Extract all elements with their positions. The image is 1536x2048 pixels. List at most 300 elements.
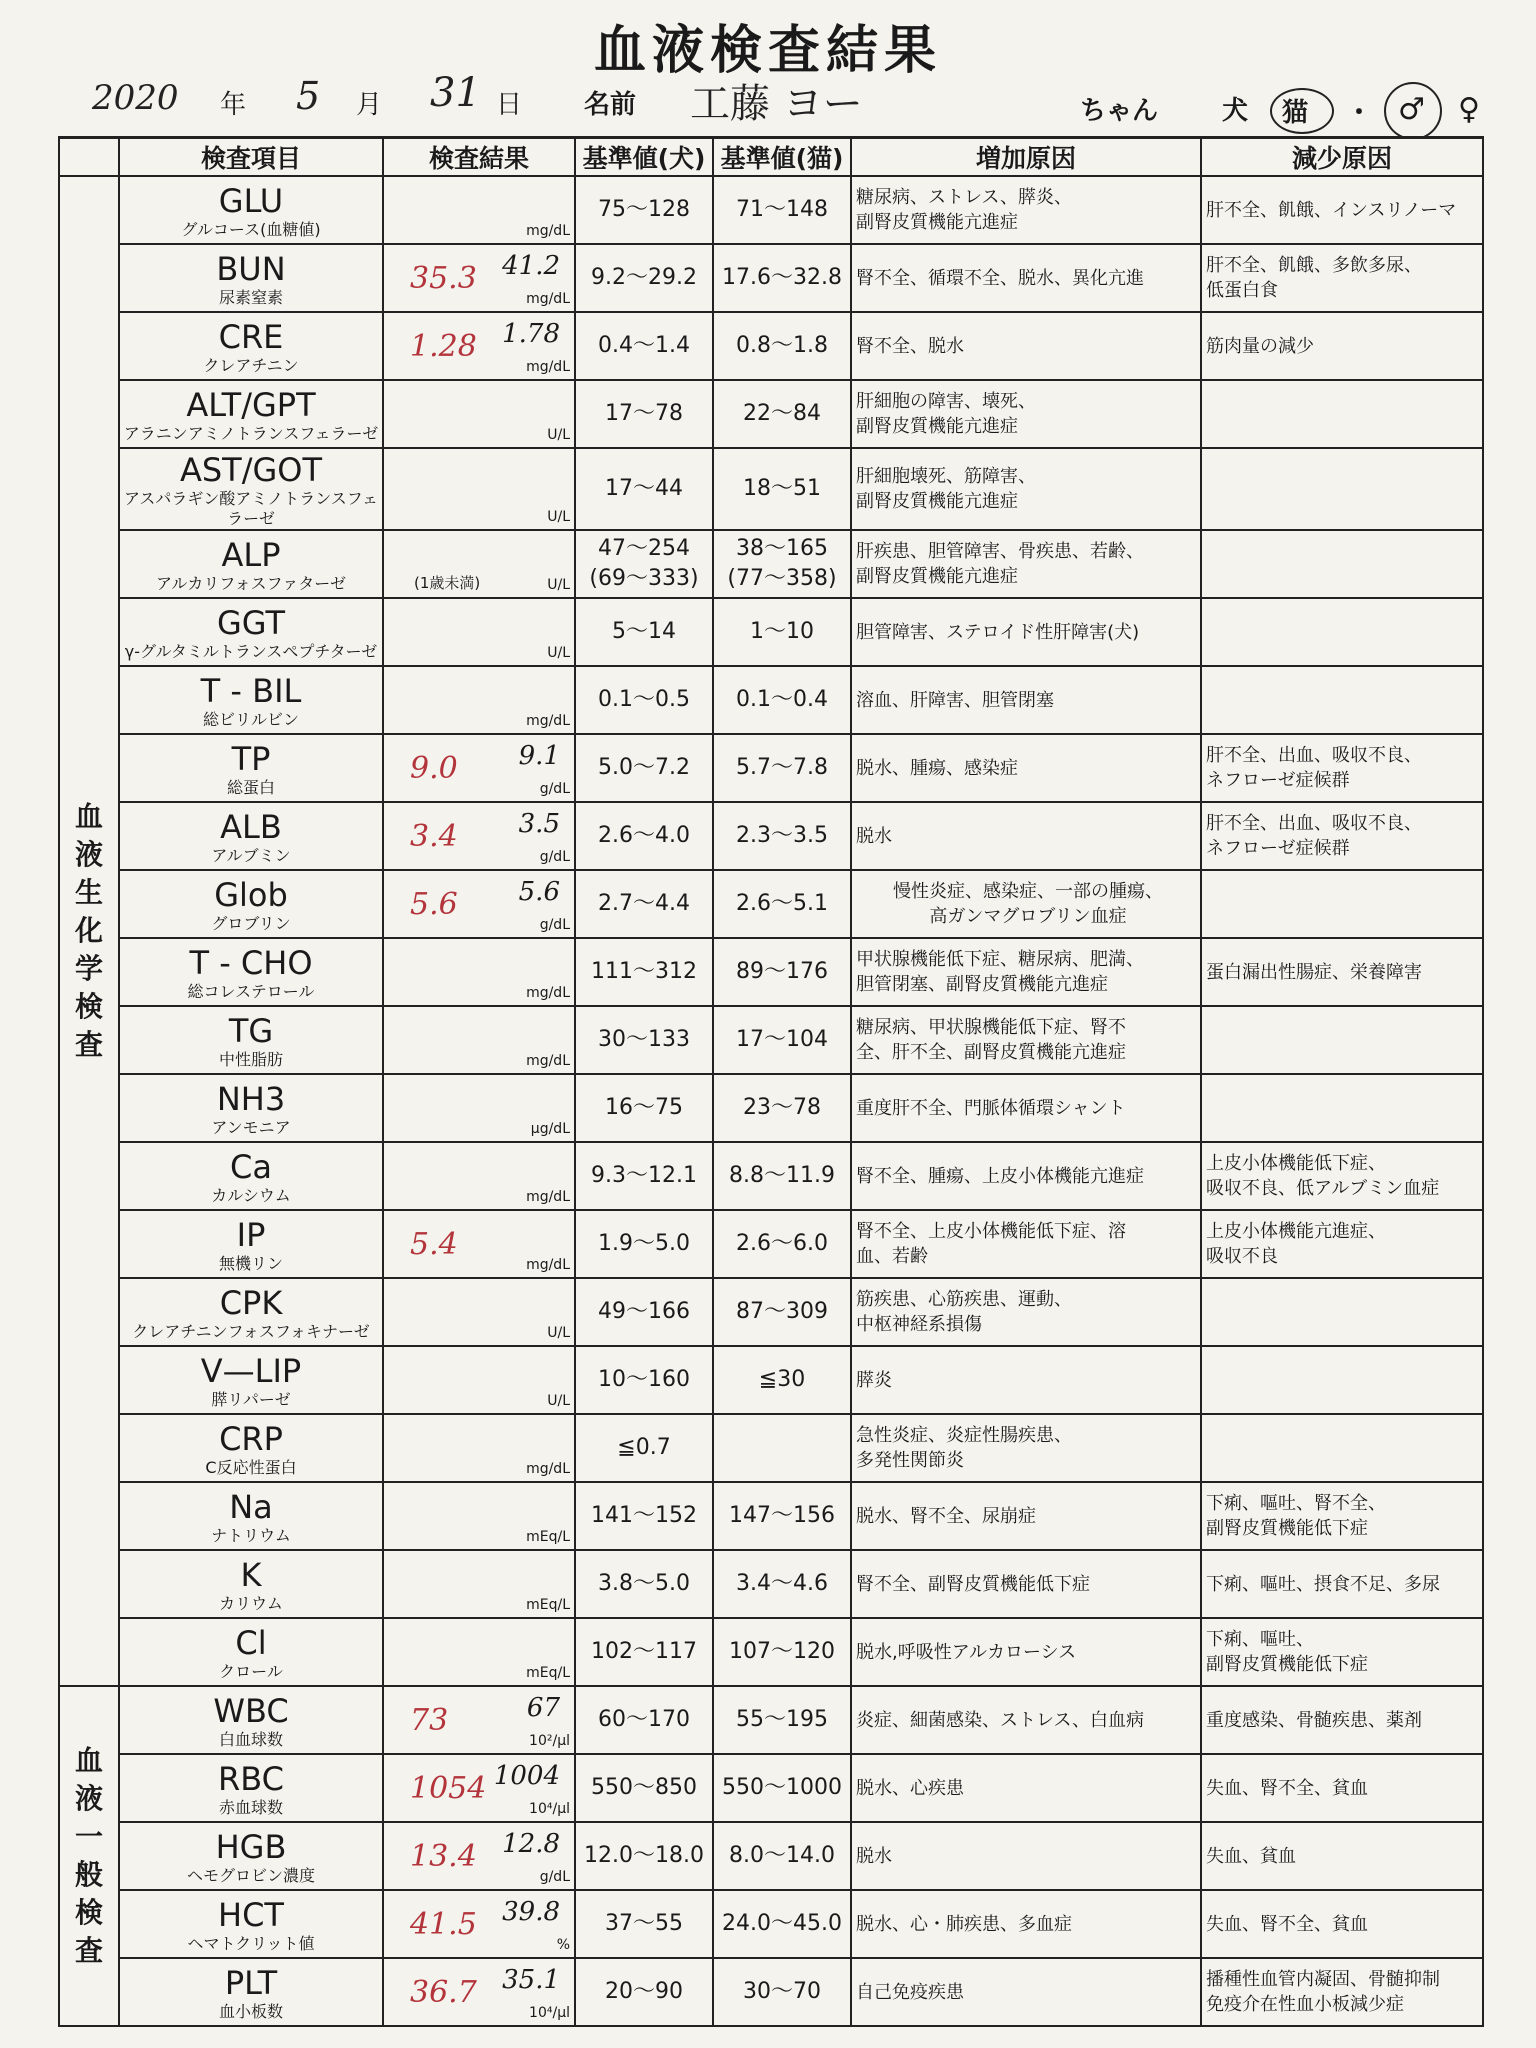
test-result <box>383 1142 575 1210</box>
result-handwritten-black: 35.1 <box>502 1965 560 1995</box>
decrease-causes <box>1201 448 1483 530</box>
increase-causes: 腎不全、循環不全、脱水、異化亢進 <box>851 244 1201 312</box>
test-abbr: NH3 <box>216 1080 286 1118</box>
ref-range-dog: 17〜78 <box>575 380 713 448</box>
ref-range-cat: 8.8〜11.9 <box>713 1142 851 1210</box>
increase-causes: 糖尿病、ストレス、膵炎、 副腎皮質機能亢進症 <box>851 176 1201 244</box>
category-char: 学 <box>74 952 103 985</box>
ref-range-cat: 23〜78 <box>713 1074 851 1142</box>
day-label: 日 <box>496 90 523 120</box>
test-item <box>119 530 383 598</box>
ref-range-dog: 9.2〜29.2 <box>575 244 713 312</box>
increase-causes: 脱水 <box>851 1822 1201 1890</box>
suffix-label: ちゃん <box>1080 96 1159 126</box>
test-result <box>383 380 575 448</box>
decrease-causes: 失血、貧血 <box>1201 1822 1483 1890</box>
result-handwritten-red: 5.4 <box>410 1227 458 1262</box>
test-result <box>383 1958 575 2026</box>
table-row <box>59 1074 1483 1142</box>
table-row <box>59 448 1483 530</box>
result-unit: mg/dL <box>526 359 570 375</box>
ref-range-dog: 141〜152 <box>575 1482 713 1550</box>
test-result <box>383 1006 575 1074</box>
result-unit: U/L <box>547 1393 570 1409</box>
ref-range-cat: 5.7〜7.8 <box>713 734 851 802</box>
result-unit: mg/dL <box>526 223 570 239</box>
test-result <box>383 530 575 598</box>
ref-range-dog: 17〜44 <box>575 448 713 530</box>
ref-range-cat: 2.3〜3.5 <box>713 802 851 870</box>
header-result: 検査結果 <box>383 138 575 177</box>
category-biochemistry <box>59 176 119 1686</box>
ref-range-cat: 89〜176 <box>713 938 851 1006</box>
test-name-jp: グルコース(血糖値) <box>181 220 321 239</box>
ref-range-dog: 5.0〜7.2 <box>575 734 713 802</box>
test-result <box>383 1754 575 1822</box>
ref-range-cat: ≦30 <box>713 1346 851 1414</box>
test-result <box>383 1414 575 1482</box>
test-result <box>383 1482 575 1550</box>
test-result <box>383 666 575 734</box>
result-unit: g/dL <box>539 849 570 865</box>
test-abbr: HCT <box>218 1896 284 1934</box>
result-unit: 10²/μl <box>529 1733 570 1749</box>
result-unit: mg/dL <box>526 985 570 1001</box>
result-handwritten-black: 9.1 <box>518 741 560 771</box>
result-handwritten-black: 3.5 <box>518 809 560 839</box>
ref-range-dog: 10〜160 <box>575 1346 713 1414</box>
result-unit: mg/dL <box>526 291 570 307</box>
test-name-jp: ヘモグロビン濃度 <box>186 1866 315 1885</box>
ref-range-cat: 147〜156 <box>713 1482 851 1550</box>
increase-causes: 脱水、心疾患 <box>851 1754 1201 1822</box>
result-handwritten-black: 12.8 <box>502 1829 560 1859</box>
result-unit: U/L <box>547 509 570 525</box>
result-handwritten-black: 67 <box>526 1693 560 1723</box>
test-item <box>119 244 383 312</box>
test-result <box>383 244 575 312</box>
test-name-jp: クレアチニンフォスフォキナーゼ <box>132 1322 370 1341</box>
test-name-jp: 血小板数 <box>218 2002 283 2021</box>
increase-causes: 脱水,呼吸性アルカローシス <box>851 1618 1201 1686</box>
test-result <box>383 1278 575 1346</box>
test-item <box>119 938 383 1006</box>
ref-range-cat: 8.0〜14.0 <box>713 1822 851 1890</box>
result-note: (1歳未満) <box>414 574 481 592</box>
result-unit: 10⁴/μl <box>529 2005 570 2021</box>
decrease-causes: 下痢、嘔吐、腎不全、 副腎皮質機能低下症 <box>1201 1482 1483 1550</box>
increase-causes: 慢性炎症、感染症、一部の腫瘍、 高ガンマグロブリン血症 <box>851 870 1201 938</box>
ref-range-dog: 102〜117 <box>575 1618 713 1686</box>
table-row <box>59 1346 1483 1414</box>
table-row <box>59 666 1483 734</box>
table-row <box>59 244 1483 312</box>
increase-causes: 脱水、腎不全、尿崩症 <box>851 1482 1201 1550</box>
test-result <box>383 1618 575 1686</box>
increase-causes: 脱水、腫瘍、感染症 <box>851 734 1201 802</box>
ref-range-dog: 30〜133 <box>575 1006 713 1074</box>
table-row <box>59 734 1483 802</box>
test-name-jp: 中性脂肪 <box>218 1050 283 1069</box>
test-name-jp: クロール <box>219 1662 283 1681</box>
table-row <box>59 530 1483 598</box>
category-char: 液 <box>74 1782 103 1815</box>
result-handwritten-black: 5.6 <box>518 877 560 907</box>
test-name-jp: アラニンアミノトランスフェラーゼ <box>123 424 379 443</box>
dog-label: 犬 <box>1222 96 1249 126</box>
result-handwritten-red: 9.0 <box>410 751 458 786</box>
increase-causes: 脱水 <box>851 802 1201 870</box>
ref-range-dog: 37〜55 <box>575 1890 713 1958</box>
result-unit: μg/dL <box>530 1121 570 1137</box>
test-abbr: Glob <box>214 876 288 914</box>
table-row <box>59 1550 1483 1618</box>
ref-range-cat: 18〜51 <box>713 448 851 530</box>
test-item <box>119 802 383 870</box>
category-char: 生 <box>74 876 103 909</box>
ref-range-dog: 12.0〜18.0 <box>575 1822 713 1890</box>
male-symbol: ♂ <box>1398 92 1425 127</box>
test-name-jp: アルカリフォスファターゼ <box>156 574 346 593</box>
ref-range-cat: 3.4〜4.6 <box>713 1550 851 1618</box>
test-abbr: T - BIL <box>200 672 302 710</box>
test-item <box>119 1686 383 1754</box>
test-abbr: GGT <box>217 604 285 642</box>
decrease-causes: 下痢、嘔吐、摂食不足、多尿 <box>1201 1550 1483 1618</box>
test-abbr: ALT/GPT <box>186 386 316 424</box>
header-blank <box>59 138 119 177</box>
test-abbr: Na <box>229 1488 273 1526</box>
test-item <box>119 1142 383 1210</box>
test-item <box>119 870 383 938</box>
test-name-jp: 総ビリルビン <box>202 710 299 729</box>
year-value: 2020 <box>92 78 179 118</box>
decrease-causes: 上皮小体機能亢進症、 吸収不良 <box>1201 1210 1483 1278</box>
test-name-jp: 無機リン <box>218 1254 283 1273</box>
ref-range-cat: 1〜10 <box>713 598 851 666</box>
result-unit: U/L <box>547 1325 570 1341</box>
ref-range-cat: 24.0〜45.0 <box>713 1890 851 1958</box>
result-handwritten-black: 1.78 <box>502 319 560 349</box>
test-name-jp: グロブリン <box>211 914 291 933</box>
result-handwritten-red: 1.28 <box>410 329 477 364</box>
decrease-causes <box>1201 870 1483 938</box>
category-hematology <box>59 1686 119 2026</box>
test-result <box>383 598 575 666</box>
test-name-jp: 赤血球数 <box>218 1798 283 1817</box>
ref-range-dog: 47〜254 (69〜333) <box>575 530 713 598</box>
test-abbr: CRP <box>219 1420 283 1458</box>
ref-range-dog: 3.8〜5.0 <box>575 1550 713 1618</box>
increase-causes: 自己免疫疾患 <box>851 1958 1201 2026</box>
category-char: 血 <box>74 800 103 833</box>
test-name-jp: カルシウム <box>211 1186 291 1205</box>
result-unit: U/L <box>547 427 570 443</box>
table-header-row <box>59 138 1483 177</box>
test-name-jp: 総蛋白 <box>226 778 275 797</box>
test-result <box>383 1822 575 1890</box>
test-name-jp: 白血球数 <box>218 1730 283 1749</box>
increase-causes: 急性炎症、炎症性腸疾患、 多発性関節炎 <box>851 1414 1201 1482</box>
decrease-causes: 上皮小体機能低下症、 吸収不良、低アルブミン血症 <box>1201 1142 1483 1210</box>
table-row <box>59 312 1483 380</box>
ref-range-dog: 111〜312 <box>575 938 713 1006</box>
results-table <box>58 136 1484 2027</box>
result-unit: mg/dL <box>526 1461 570 1477</box>
result-handwritten-black: 41.2 <box>502 251 560 281</box>
test-abbr: RBC <box>218 1760 284 1798</box>
test-item <box>119 1006 383 1074</box>
ref-range-dog: 550〜850 <box>575 1754 713 1822</box>
result-handwritten-red: 41.5 <box>410 1907 477 1942</box>
ref-range-cat: 107〜120 <box>713 1618 851 1686</box>
decrease-causes <box>1201 530 1483 598</box>
test-result <box>383 1550 575 1618</box>
result-unit: mg/dL <box>526 1257 570 1273</box>
test-result <box>383 1074 575 1142</box>
test-abbr: Ca <box>230 1148 272 1186</box>
decrease-causes <box>1201 1346 1483 1414</box>
increase-causes: 膵炎 <box>851 1346 1201 1414</box>
decrease-causes <box>1201 1278 1483 1346</box>
decrease-causes: 下痢、嘔吐、 副腎皮質機能低下症 <box>1201 1618 1483 1686</box>
test-result <box>383 448 575 530</box>
result-handwritten-red: 1054 <box>410 1771 487 1806</box>
result-handwritten-red: 36.7 <box>410 1975 477 2010</box>
ref-range-dog: 60〜170 <box>575 1686 713 1754</box>
table-row <box>59 870 1483 938</box>
result-unit: mg/dL <box>526 713 570 729</box>
category-char: 検 <box>74 1896 103 1929</box>
header-increase: 増加原因 <box>851 138 1201 177</box>
test-name-jp: アルブミン <box>211 846 291 865</box>
result-unit: g/dL <box>539 781 570 797</box>
ref-range-dog: 0.1〜0.5 <box>575 666 713 734</box>
test-name-jp: ナトリウム <box>211 1526 291 1545</box>
decrease-causes <box>1201 1414 1483 1482</box>
test-item <box>119 734 383 802</box>
test-result <box>383 312 575 380</box>
test-name-jp: C反応性蛋白 <box>205 1458 297 1477</box>
header-decrease: 減少原因 <box>1201 138 1483 177</box>
test-result <box>383 176 575 244</box>
result-handwritten-black: 39.8 <box>502 1897 560 1927</box>
dot-sep: ・ <box>1346 98 1373 128</box>
test-name-jp: γ-グルタミルトランスペプチターゼ <box>124 642 378 661</box>
decrease-causes <box>1201 380 1483 448</box>
category-char: 血 <box>74 1744 103 1777</box>
ref-range-cat: 0.8〜1.8 <box>713 312 851 380</box>
decrease-causes: 肝不全、飢餓、インスリノーマ <box>1201 176 1483 244</box>
category-char: 検 <box>74 990 103 1023</box>
table-row <box>59 938 1483 1006</box>
test-item <box>119 380 383 448</box>
result-unit: g/dL <box>539 917 570 933</box>
test-item <box>119 666 383 734</box>
increase-causes: 胆管障害、ステロイド性肝障害(犬) <box>851 598 1201 666</box>
table-row <box>59 1414 1483 1482</box>
ref-range-dog: 9.3〜12.1 <box>575 1142 713 1210</box>
test-abbr: CPK <box>219 1284 283 1322</box>
ref-range-dog: 16〜75 <box>575 1074 713 1142</box>
table-row <box>59 1142 1483 1210</box>
decrease-causes: 重度感染、骨髄疾患、薬剤 <box>1201 1686 1483 1754</box>
decrease-causes: 失血、腎不全、貧血 <box>1201 1754 1483 1822</box>
table-row <box>59 1958 1483 2026</box>
decrease-causes: 肝不全、飢餓、多飲多尿、 低蛋白食 <box>1201 244 1483 312</box>
table-row <box>59 1278 1483 1346</box>
table-row <box>59 1822 1483 1890</box>
ref-range-cat: 550〜1000 <box>713 1754 851 1822</box>
results-body <box>59 176 1483 2026</box>
test-name-jp: アンモニア <box>211 1118 291 1137</box>
test-result <box>383 1210 575 1278</box>
increase-causes: 溶血、肝障害、胆管閉塞 <box>851 666 1201 734</box>
header-item: 検査項目 <box>119 138 383 177</box>
test-result <box>383 1686 575 1754</box>
test-result <box>383 1890 575 1958</box>
ref-range-cat: 87〜309 <box>713 1278 851 1346</box>
result-handwritten-red: 35.3 <box>410 261 477 296</box>
increase-causes: 炎症、細菌感染、ストレス、白血病 <box>851 1686 1201 1754</box>
decrease-causes: 失血、腎不全、貧血 <box>1201 1890 1483 1958</box>
increase-causes: 肝細胞の障害、壊死、 副腎皮質機能亢進症 <box>851 380 1201 448</box>
ref-range-dog: 5〜14 <box>575 598 713 666</box>
test-item <box>119 1822 383 1890</box>
month-value: 5 <box>296 74 321 118</box>
result-unit: mEq/L <box>526 1665 570 1681</box>
test-result <box>383 734 575 802</box>
category-char: 一 <box>74 1820 103 1853</box>
test-name-jp: 膵リパーゼ <box>211 1390 291 1409</box>
ref-range-cat: 17〜104 <box>713 1006 851 1074</box>
test-abbr: TG <box>228 1012 274 1050</box>
result-unit: U/L <box>547 645 570 661</box>
test-item <box>119 1482 383 1550</box>
test-abbr: TP <box>231 740 271 778</box>
table-row <box>59 1482 1483 1550</box>
ref-range-cat: 0.1〜0.4 <box>713 666 851 734</box>
name-label: 名前 <box>584 90 637 120</box>
result-unit: % <box>556 1937 570 1953</box>
result-unit: mEq/L <box>526 1597 570 1613</box>
increase-causes: 甲状腺機能低下症、糖尿病、肥満、 胆管閉塞、副腎皮質機能亢進症 <box>851 938 1201 1006</box>
year-label: 年 <box>220 90 247 120</box>
ref-range-dog: 49〜166 <box>575 1278 713 1346</box>
ref-range-cat: 30〜70 <box>713 1958 851 2026</box>
test-abbr: PLT <box>224 1964 278 2002</box>
ref-range-dog: 2.7〜4.4 <box>575 870 713 938</box>
test-item <box>119 1618 383 1686</box>
ref-range-cat: 71〜148 <box>713 176 851 244</box>
test-abbr: HGB <box>215 1828 287 1866</box>
test-abbr: K <box>240 1556 262 1594</box>
test-item <box>119 1074 383 1142</box>
category-char: 化 <box>74 914 103 947</box>
result-handwritten-red: 3.4 <box>410 819 458 854</box>
month-label: 月 <box>356 90 383 120</box>
test-item <box>119 1414 383 1482</box>
result-unit: mg/dL <box>526 1189 570 1205</box>
ref-range-dog: 2.6〜4.0 <box>575 802 713 870</box>
table-row <box>59 598 1483 666</box>
test-abbr: V—LIP <box>200 1352 302 1390</box>
test-item <box>119 1754 383 1822</box>
result-unit: mg/dL <box>526 1053 570 1069</box>
decrease-causes <box>1201 598 1483 666</box>
decrease-causes: 肝不全、出血、吸収不良、 ネフローゼ症候群 <box>1201 734 1483 802</box>
result-handwritten-black: 1004 <box>493 1761 560 1791</box>
ref-range-dog: 75〜128 <box>575 176 713 244</box>
decrease-causes: 播種性血管内凝固、骨髄抑制 免疫介在性血小板減少症 <box>1201 1958 1483 2026</box>
test-abbr: GLU <box>218 182 284 220</box>
test-result <box>383 938 575 1006</box>
test-name-jp: 総コレステロール <box>187 982 315 1001</box>
ref-range-dog: 20〜90 <box>575 1958 713 2026</box>
cat-label: 猫 <box>1282 98 1309 128</box>
increase-causes: 脱水、心・肺疾患、多血症 <box>851 1890 1201 1958</box>
ref-range-cat: 22〜84 <box>713 380 851 448</box>
patient-name: 工藤 ヨー <box>690 81 863 127</box>
test-abbr: ALP <box>221 536 281 574</box>
increase-causes: 腎不全、上皮小体機能低下症、溶 血、若齢 <box>851 1210 1201 1278</box>
test-name-jp: ヘマトクリット値 <box>187 1934 315 1953</box>
ref-range-cat: 2.6〜5.1 <box>713 870 851 938</box>
decrease-causes <box>1201 1074 1483 1142</box>
table-row <box>59 1006 1483 1074</box>
table-row <box>59 802 1483 870</box>
result-handwritten-red: 73 <box>410 1703 449 1738</box>
result-unit: U/L <box>547 577 570 593</box>
increase-causes: 重度肝不全、門脈体循環シャント <box>851 1074 1201 1142</box>
test-abbr: T - CHO <box>189 944 313 982</box>
decrease-causes: 肝不全、出血、吸収不良、 ネフローゼ症候群 <box>1201 802 1483 870</box>
header-ref-dog: 基準値(犬) <box>575 138 713 177</box>
test-item <box>119 1210 383 1278</box>
test-abbr: AST/GOT <box>179 451 323 489</box>
ref-range-dog: ≦0.7 <box>575 1414 713 1482</box>
result-handwritten-red: 13.4 <box>410 1839 477 1874</box>
ref-range-cat <box>713 1414 851 1482</box>
test-abbr: BUN <box>216 250 286 288</box>
test-item <box>119 1958 383 2026</box>
decrease-causes: 蛋白漏出性腸症、栄養障害 <box>1201 938 1483 1006</box>
increase-causes: 肝疾患、胆管障害、骨疾患、若齢、 副腎皮質機能亢進症 <box>851 530 1201 598</box>
decrease-causes <box>1201 1006 1483 1074</box>
test-name-jp: アスパラギン酸アミノトランスフェラーゼ <box>124 489 378 528</box>
increase-causes: 糖尿病、甲状腺機能低下症、腎不 全、肝不全、副腎皮質機能亢進症 <box>851 1006 1201 1074</box>
result-unit: g/dL <box>539 1869 570 1885</box>
test-abbr: IP <box>236 1216 266 1254</box>
table-row <box>59 1618 1483 1686</box>
header-ref-cat: 基準値(猫) <box>713 138 851 177</box>
decrease-causes: 筋肉量の減少 <box>1201 312 1483 380</box>
page-title: 血液検査結果 <box>593 21 942 81</box>
test-abbr: ALB <box>220 808 282 846</box>
result-handwritten-red: 5.6 <box>410 887 458 922</box>
increase-causes: 肝細胞壊死、筋障害、 副腎皮質機能亢進症 <box>851 448 1201 530</box>
result-unit: 10⁴/μl <box>529 1801 570 1817</box>
test-name-jp: クレアチニン <box>203 356 299 375</box>
test-abbr: CRE <box>218 318 284 356</box>
female-symbol: ♀ <box>1458 92 1480 127</box>
result-unit: mEq/L <box>526 1529 570 1545</box>
table-row <box>59 1210 1483 1278</box>
category-char: 査 <box>74 1934 103 1967</box>
table-row <box>59 1890 1483 1958</box>
test-name-jp: 尿素窒素 <box>218 288 283 307</box>
ref-range-dog: 0.4〜1.4 <box>575 312 713 380</box>
